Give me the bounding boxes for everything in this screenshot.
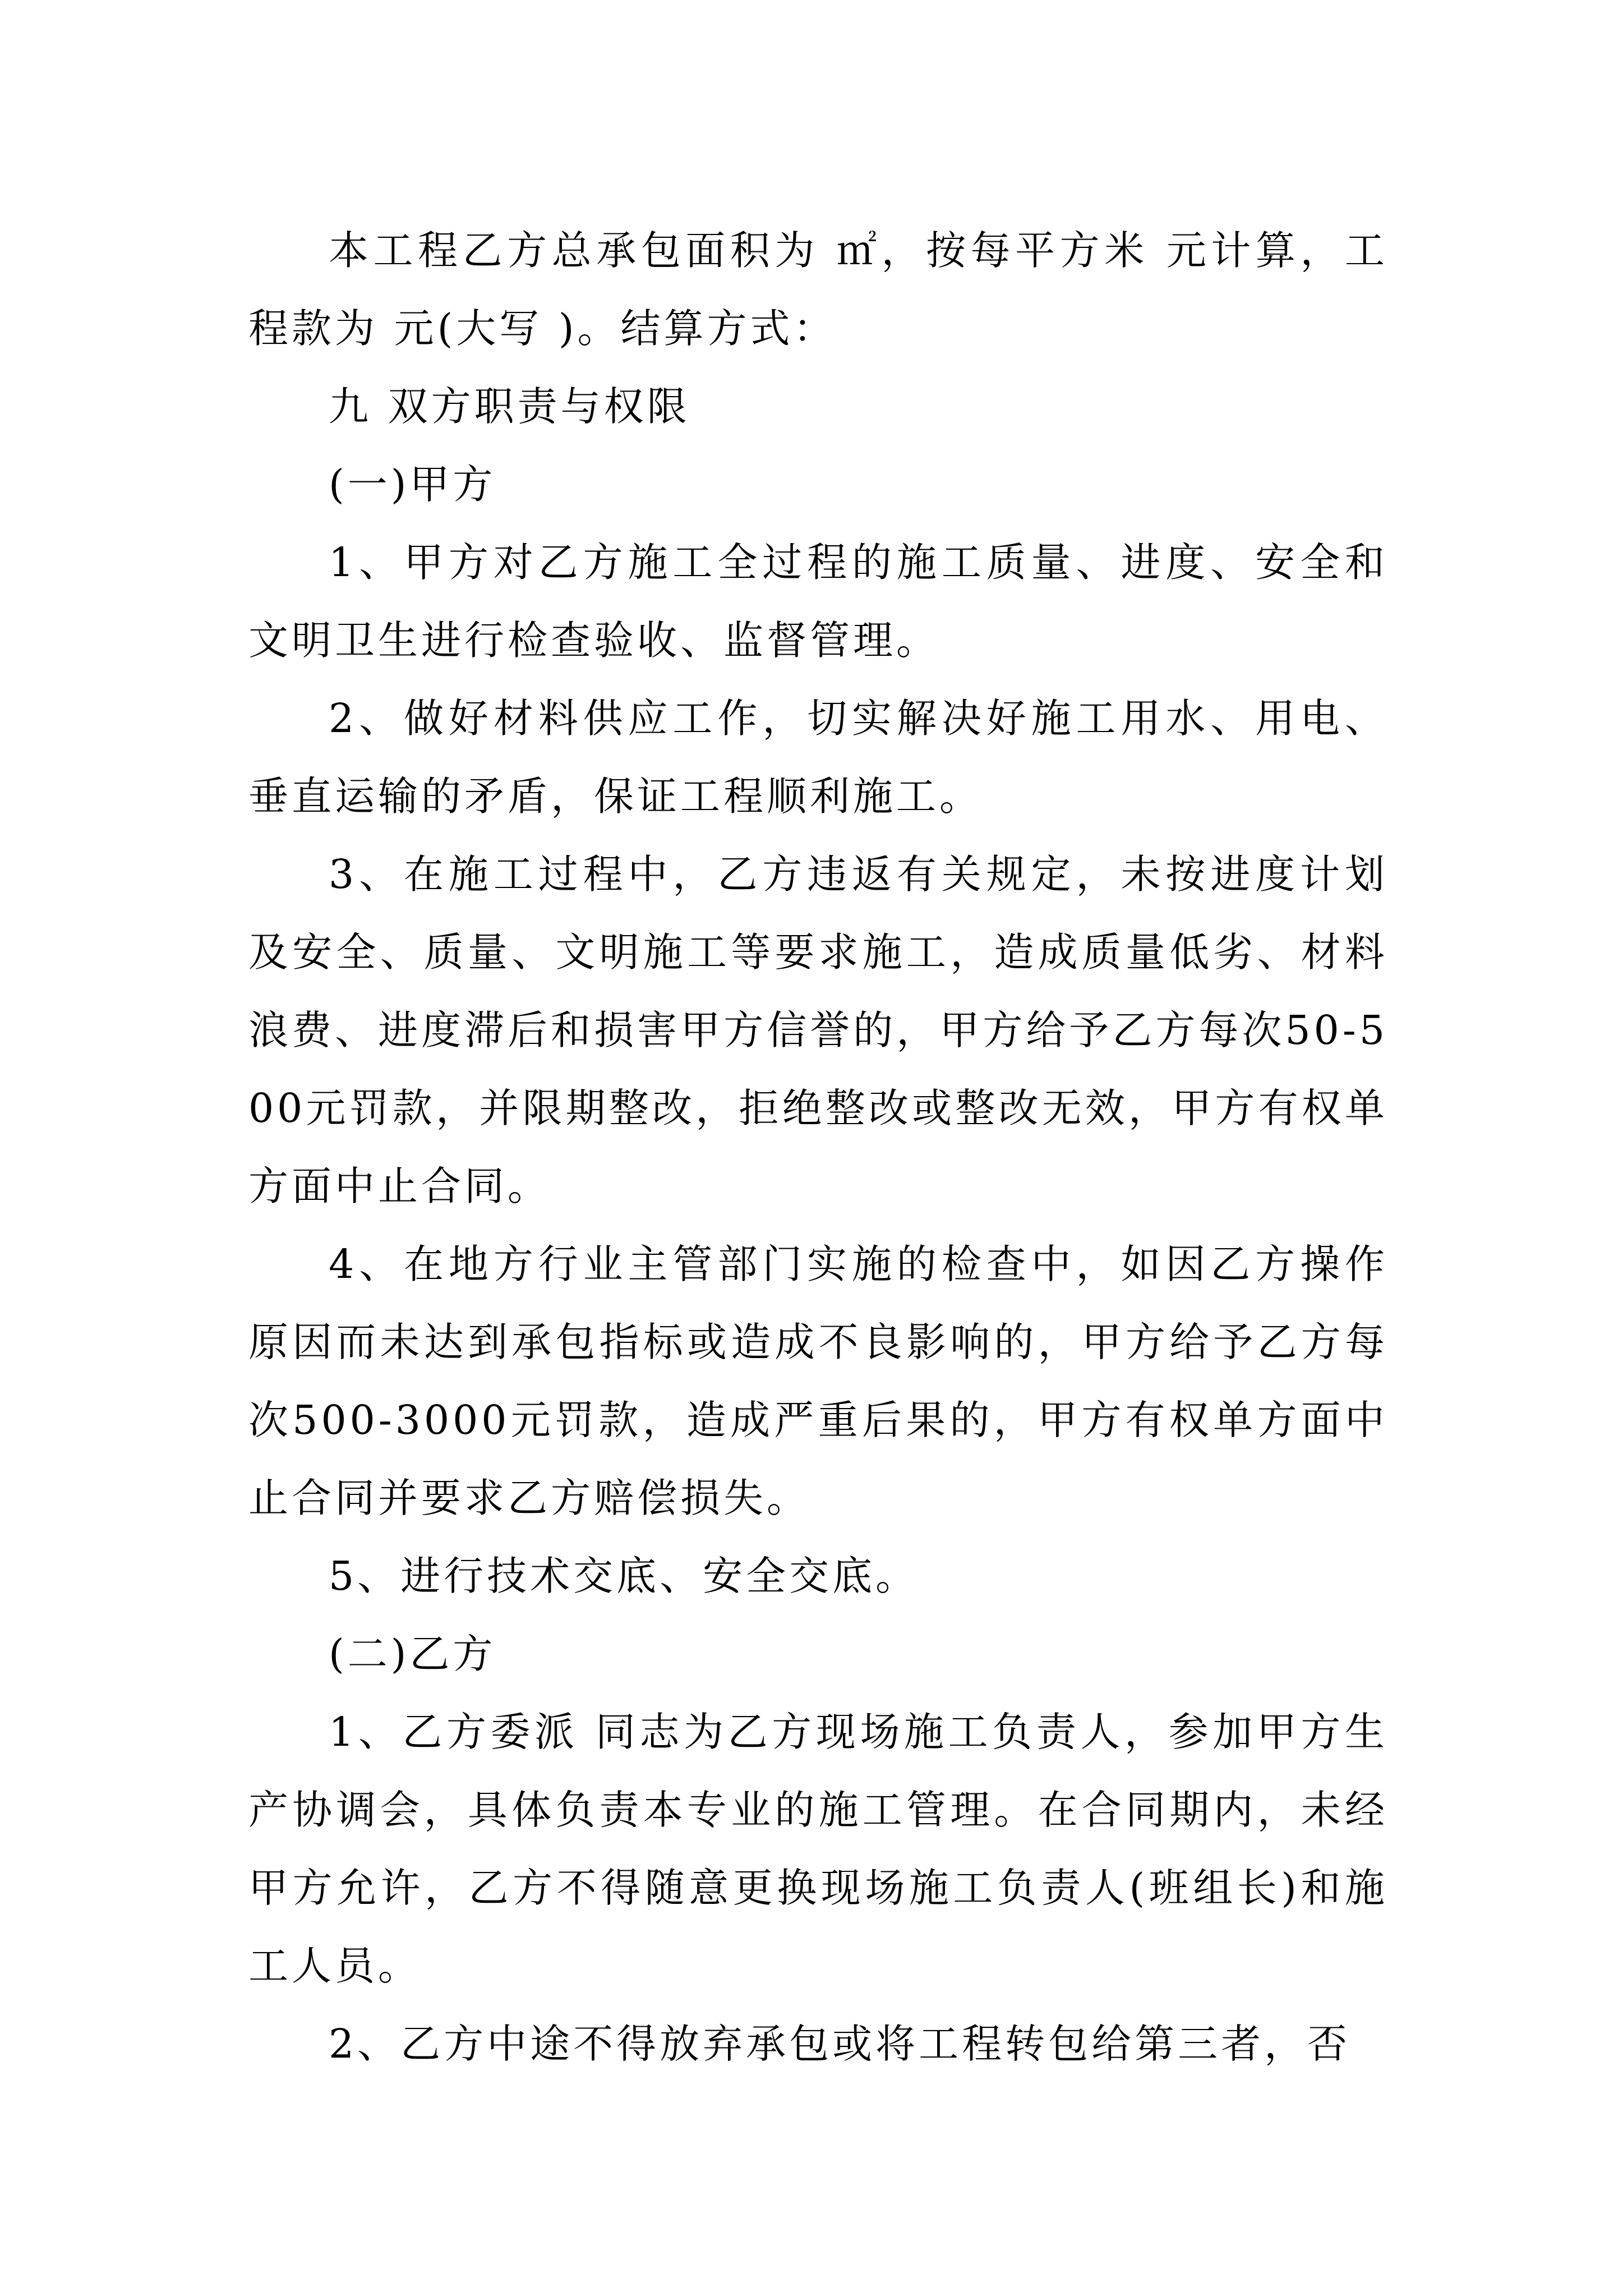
- section-heading-duties: 九 双方职责与权限: [329, 383, 690, 430]
- party-a-clause-5: 5、进行技术交底、安全交底。: [329, 1553, 919, 1599]
- party-b-clause-1: 1、乙方委派 同志为乙方现场施工负责人，参加甲方生产协调会，具体负责本专业的施工管理。在合同期内，未经甲方允许，乙方不得随意更换现场施工负责人(班组长)和施工人员。: [248, 1709, 1388, 1989]
- party-a-clause-4: 4、在地方行业主管部门实施的检查中，如因乙方操作原因而未达到承包指标或造成不良影响的，甲方给予乙方每次500-3000元罚款，造成严重后果的，甲方有权单方面中止合同并要求乙方赔偿损失。: [248, 1241, 1388, 1521]
- party-b-clause-2: 2、乙方中途不得放弃承包或将工程转包给第三者，否: [329, 2021, 1351, 2067]
- paragraph-area-and-settlement: 本工程乙方总承包面积为 ㎡，按每平方米 元计算，工程款为 元(大写 )。结算方式：: [248, 227, 1388, 352]
- subheading-party-b: (二)乙方: [329, 1631, 496, 1677]
- subheading-party-a: (一)甲方: [329, 461, 496, 508]
- party-a-clause-3: 3、在施工过程中，乙方违返有关规定，未按进度计划及安全、质量、文明施工等要求施工，造成质量低劣、材料浪费、进度滞后和损害甲方信誉的，甲方给予乙方每次50-500元罚款，并限期整改，拒绝整改或整改无效，甲方有权单方面中止合同。: [248, 851, 1388, 1209]
- document-body: [248, 211, 1388, 2083]
- party-a-clause-1: 1、甲方对乙方施工全过程的施工质量、进度、安全和文明卫生进行检查验收、监督管理。: [248, 539, 1388, 664]
- party-a-clause-2: 2、做好材料供应工作，切实解决好施工用水、用电、垂直运输的矛盾，保证工程顺利施工。: [248, 695, 1388, 820]
